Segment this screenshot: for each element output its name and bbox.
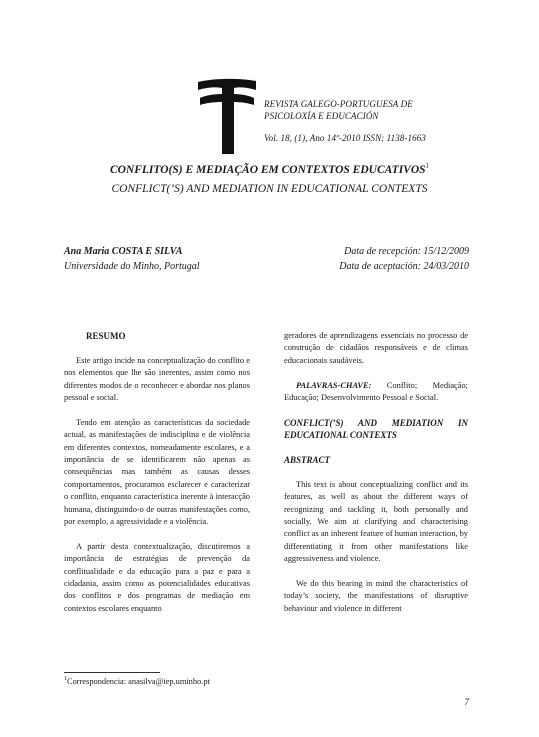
english-title-heading: CONFLICT(’S) AND MEDIATION IN EDUCATIONAL CONTEXTS	[284, 417, 468, 441]
resumo-paragraph-2: Tendo em atenção as características da sociedade actual, as manifestações de indisciplina e de violência em diferentes contextos, nomeadamente escolares, e a importância de se identificarem não apenas as consequências mas também as causas desses comportamentos, procuramos esclarecer e caracterizar o conflito, enquanto característica inerente à interacção humana, distinguindo-o de outras manifestações como, por exemplo, a agressividade e a violência.	[64, 417, 250, 527]
article-title-en: CONFLICT(’S) AND MEDIATION IN EDUCATIONAL CONTEXTS	[111, 183, 428, 195]
journal-name-line1: REVISTA GALEGO-PORTUGUESA DE	[264, 99, 413, 109]
journal-info	[264, 98, 426, 144]
journal-name-line2: PSICOLOXÍA E EDUCACIÓN	[264, 111, 379, 121]
date-received: Data de recepción: 15/12/2009	[344, 246, 469, 257]
left-column	[64, 330, 250, 628]
author-name: Ana Maria COSTA E SILVA	[64, 246, 183, 257]
page-number: 7	[464, 697, 469, 707]
footnote-rule	[64, 672, 160, 673]
resumo-continuation: geradores de aprendizagens essenciais no processo de construção de cidadãos responsáveis e de climas educacionais saudáveis.	[284, 331, 468, 365]
author-affiliation: Universidade do Minho, Portugal	[64, 261, 200, 272]
footnote	[64, 676, 210, 686]
resumo-heading: RESUMO	[86, 331, 126, 341]
resumo-paragraph-1: Este artigo incide na conceptualização do conflito e nos elementos que lhe são inerentes, assim como nos diferentes modos de o reconhecer e abordar nos planos pessoal e social.	[64, 355, 250, 403]
keywords-paragraph	[284, 380, 468, 405]
keywords-text: Conflito; Mediação; Educação; Desenvolvimento Pessoal e Social.	[284, 380, 468, 403]
journal-volume: Vol. 18, (1), Ano 14º-2010 ISSN: 1138-1663	[264, 133, 426, 143]
footnote-text: Correspondencia: anasilva@iep.uminho.pt	[67, 676, 210, 686]
footnote-ref: 1	[425, 162, 430, 170]
article-title-pt: CONFLITO(S) E MEDIAÇÃO EM CONTEXTOS EDUCATIVOS$^1$	[109, 162, 430, 176]
date-accepted: Data de aceptación: 24/03/2010	[339, 261, 469, 272]
resumo-paragraph-3: A partir desta contextualização, discutiremos a importância de estratégias de prevenção da conflitualidade e da educação para a paz e para a cidadania, assim como as potencialidades educativas dos conflitos e dos programas de mediação em contextos escolares enquanto	[64, 541, 250, 613]
author-block	[64, 244, 200, 274]
footnote-mark: 1	[64, 676, 67, 682]
abstract-paragraph-1: This text is about conceptualizing conflict and its features, as well as about the different ways of recognizing and tackling it, both personally and socially. We aim at clarifying and characterising conflict as an inherent feature of human interaction, by differentiating it from other manifestations like aggressiveness and violence.	[284, 479, 468, 564]
abstract-paragraph-2: We do this bearing in mind the characteristics of today’s society, the manifestations of disruptive behaviour and violence in different	[284, 579, 468, 613]
dates-block	[339, 244, 469, 274]
right-column	[284, 330, 468, 628]
journal-logo	[196, 78, 258, 156]
keywords-label: PALAVRAS-CHAVE:	[296, 380, 372, 390]
abstract-heading: ABSTRACT	[284, 455, 331, 466]
